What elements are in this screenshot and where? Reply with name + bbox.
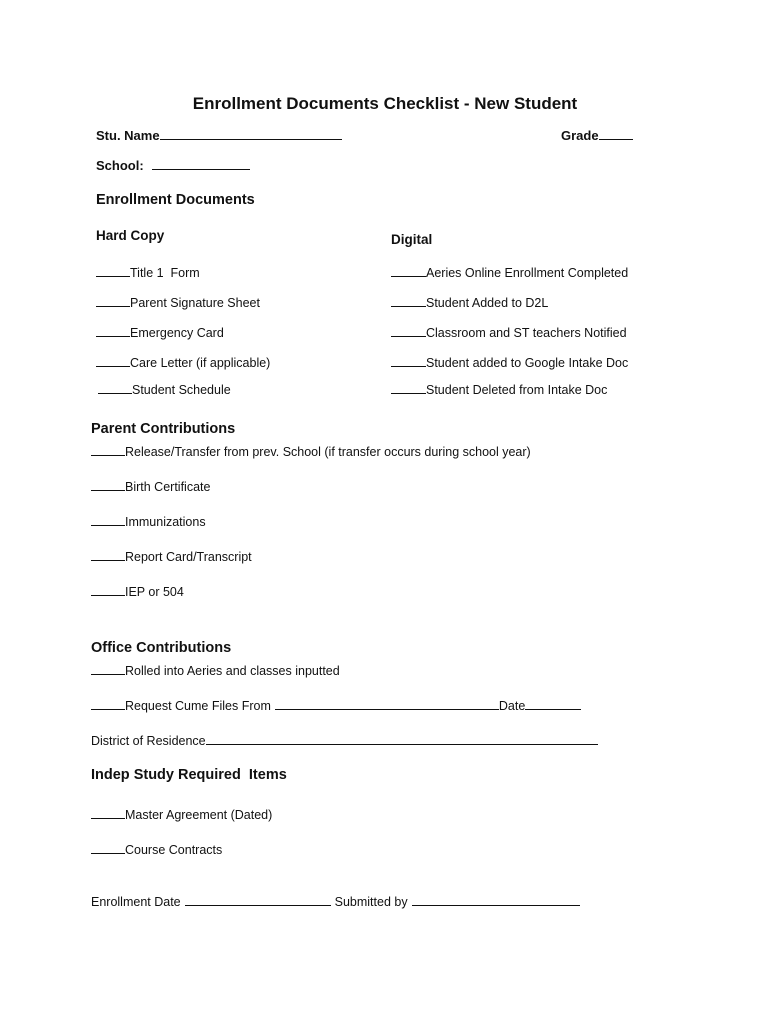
check-blank[interactable] <box>91 662 125 675</box>
check-blank[interactable] <box>391 324 426 337</box>
request-cume-row <box>91 697 581 713</box>
checklist-item-label: Emergency Card <box>130 326 224 340</box>
page-title: Enrollment Documents Checklist - New Student <box>192 94 578 113</box>
grade-field <box>561 127 633 143</box>
enrollment-date-label: Enrollment Date <box>91 895 181 909</box>
checklist-item-label: Course Contracts <box>125 843 223 857</box>
checklist-item <box>91 478 210 494</box>
checklist-item <box>391 381 607 397</box>
checklist-item-label: Aeries Online Enrollment Completed <box>426 266 629 280</box>
grade-label: Grade <box>561 128 599 143</box>
checklist-item-label: Parent Signature Sheet <box>130 296 260 310</box>
office-contributions-heading: Office Contributions <box>91 640 232 656</box>
district-blank[interactable] <box>206 732 598 745</box>
enrollment-documents-heading: Enrollment Documents <box>96 192 255 208</box>
request-cume-label: Request Cume Files From <box>125 699 271 713</box>
date-blank[interactable] <box>525 697 581 710</box>
checklist-item-label: Student Deleted from Intake Doc <box>426 383 608 397</box>
digital-heading: Digital <box>391 232 433 247</box>
school-label: School: <box>96 158 144 173</box>
student-name-label: Stu. Name <box>96 128 160 143</box>
student-name-field <box>96 127 342 143</box>
checklist-item <box>391 354 628 370</box>
enrollment-date-blank[interactable] <box>185 893 331 906</box>
checklist-item <box>391 294 548 310</box>
check-blank[interactable] <box>91 806 125 819</box>
checklist-item-label: Title 1 Form <box>130 266 200 280</box>
checklist-item <box>98 381 231 397</box>
checklist-item-label: Care Letter (if applicable) <box>130 356 271 370</box>
check-blank[interactable] <box>98 381 132 394</box>
checklist-item-label: Release/Transfer from prev. School (if transfer occurs during school year) <box>125 445 531 459</box>
checklist-item-label: Student Added to D2L <box>426 296 549 310</box>
checklist-item-label: IEP or 504 <box>125 585 184 599</box>
checklist-item <box>96 354 270 370</box>
submitted-by-blank[interactable] <box>412 893 580 906</box>
date-label: Date <box>498 699 526 713</box>
checklist-item-label: Birth Certificate <box>125 480 211 494</box>
check-blank[interactable] <box>91 513 125 526</box>
check-blank[interactable] <box>91 443 125 456</box>
check-blank[interactable] <box>96 324 130 337</box>
check-blank[interactable] <box>96 354 130 367</box>
request-cume-blank[interactable] <box>275 697 499 710</box>
checklist-item <box>96 264 200 280</box>
checklist-item <box>96 294 260 310</box>
grade-blank[interactable] <box>599 127 633 140</box>
check-blank[interactable] <box>391 264 426 277</box>
footer-row <box>91 893 580 909</box>
checklist-item <box>91 548 252 564</box>
indep-study-heading: Indep Study Required Items <box>91 767 287 783</box>
check-blank[interactable] <box>91 478 125 491</box>
checklist-item <box>391 264 628 280</box>
submitted-by-label: Submitted by <box>334 895 408 909</box>
check-blank[interactable] <box>391 381 426 394</box>
checklist-item <box>96 324 224 340</box>
checklist-item <box>391 324 627 340</box>
parent-contributions-heading: Parent Contributions <box>91 421 236 437</box>
check-blank[interactable] <box>96 264 130 277</box>
checklist-item-label: Immunizations <box>125 515 206 529</box>
checklist-item-label: Master Agreement (Dated) <box>125 808 273 822</box>
check-blank[interactable] <box>391 354 426 367</box>
check-blank[interactable] <box>91 583 125 596</box>
checklist-item <box>91 513 206 529</box>
checklist-item-label: Rolled into Aeries and classes inputted <box>125 664 340 678</box>
check-blank[interactable] <box>91 548 125 561</box>
school-blank[interactable] <box>152 157 250 170</box>
check-blank[interactable] <box>91 697 125 710</box>
checklist-item-label: Report Card/Transcript <box>125 550 252 564</box>
checklist-item <box>91 806 272 822</box>
check-blank[interactable] <box>391 294 426 307</box>
checklist-item <box>91 841 222 857</box>
checklist-item <box>91 583 184 599</box>
checklist-item <box>91 443 531 459</box>
checklist-item-label: Classroom and ST teachers Notified <box>426 326 627 340</box>
school-field <box>96 157 250 173</box>
check-blank[interactable] <box>91 841 125 854</box>
checklist-item <box>91 662 340 678</box>
checklist-item-label: Student Schedule <box>132 383 231 397</box>
checklist-item-label: Student added to Google Intake Doc <box>426 356 629 370</box>
student-name-blank[interactable] <box>160 127 342 140</box>
district-label: District of Residence <box>91 734 206 748</box>
hard-copy-heading: Hard Copy <box>96 228 165 243</box>
check-blank[interactable] <box>96 294 130 307</box>
district-row <box>91 732 598 748</box>
